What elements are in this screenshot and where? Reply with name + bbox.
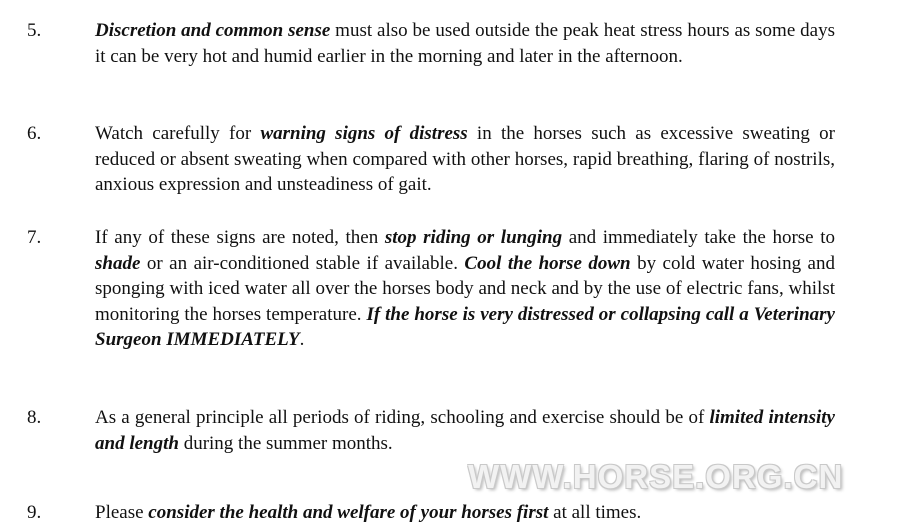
body-text: Please [95,502,149,523]
item-text [95,405,835,456]
body-text: If any of these signs are noted, then [95,227,385,248]
body-text: during the summer months. [178,432,393,454]
emphasis-text: limited intensity and length [95,407,835,454]
item-number: 9. [27,502,42,523]
body-text: at all times. [548,502,642,523]
item-number: 7. [27,227,42,248]
body-text: As a general principle all periods of riding, schooling and exercise should be of [95,407,710,428]
body-text: in the horses such as excessive sweating or reduced or absent sweating when compared with other horses, rapid breathing, flaring of nostrils, anxious expression and unsteadiness of gait. [95,123,835,195]
body-text: must also be used outside the peak heat stress hours as some days it can be very hot and humid earlier in the morning and later in the afternoon. [95,20,835,67]
body-text: . [299,329,305,350]
emphasis-text: Cool the horse down [464,252,631,274]
emphasis-text: If the horse is very distressed or collapsing call a Veterinary Surgeon IMMEDIATELY [95,303,835,350]
body-text: or an air-conditioned stable if available. [140,252,465,274]
item-number: 6. [27,123,42,144]
watermark: WWW.HORSE.ORG.CN [468,458,844,495]
body-text: by cold water hosing and sponging with iced water all over the horses body and neck and by the use of electric fans, whilst monitoring the horses temperature. [95,252,835,325]
item-text [95,225,835,353]
emphasis-text: Discretion and common sense [95,20,331,41]
item-number: 8. [27,407,42,428]
item-number: 5. [27,20,42,41]
emphasis-text: warning signs of distress [260,123,468,144]
emphasis-text: consider the health and welfare of your horses first [148,502,549,523]
emphasis-text: shade [95,252,141,274]
item-text [95,121,835,198]
item-text [95,500,835,526]
body-text: Watch carefully for [95,123,261,144]
item-text [95,18,835,69]
body-text: and immediately take the horse to [562,227,836,248]
emphasis-text: stop riding or lunging [384,227,563,248]
